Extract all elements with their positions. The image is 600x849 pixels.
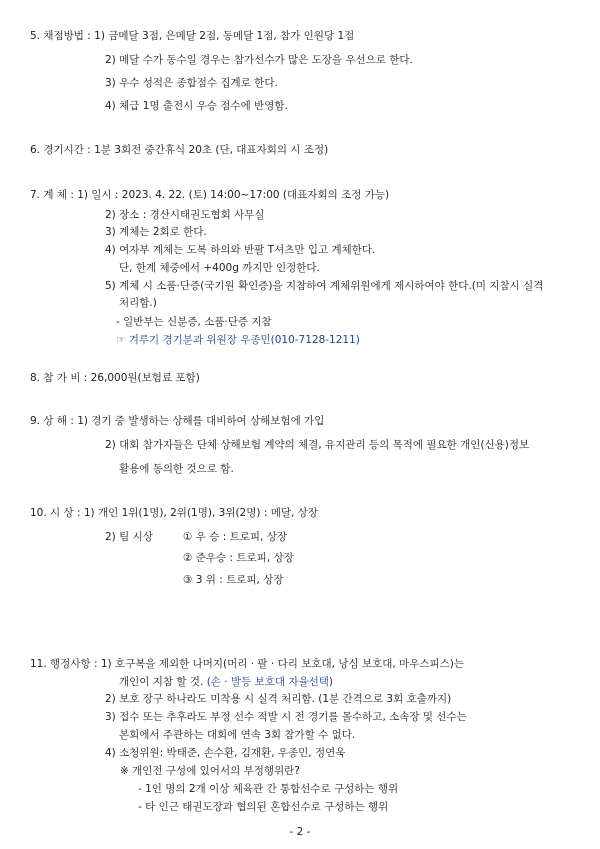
sec9-heading: 9. 상 해 : 1) 경기 중 발생하는 상해를 대비하여 상해보험에 가입 bbox=[30, 415, 325, 427]
sec7-item-4-cont: 단, 한계 체중에서 +400g 까지만 인정한다. bbox=[119, 262, 320, 274]
sec10-team-3: ③ 3 위 : 트로피, 상장 bbox=[183, 574, 284, 586]
sec11-item-3: 3) 접수 또는 추후라도 부정 선수 적발 시 전 경기를 몰수하고, 소속장 및 선수는 bbox=[105, 711, 467, 723]
sec7-item-5: 5) 계체 시 소품·단증(국기원 확인증)을 지참하여 계체위원에게 제시하여야 한다.(미 지참시 실격 bbox=[105, 280, 544, 292]
sec7-item-3: 3) 계체는 2회로 한다. bbox=[105, 226, 207, 238]
sec11-item-2: 2) 보호 장구 하나라도 미착용 시 실격 처리함. (1분 간격으로 3회 호출까지) bbox=[105, 693, 452, 705]
sec5-item-2: 2) 메달 수가 동수일 경우는 참가선수가 많은 도장을 우선으로 한다. bbox=[105, 54, 413, 66]
sec5-item-3: 3) 우수 성적은 종합점수 집계로 한다. bbox=[105, 77, 278, 89]
sec9-item-2: 2) 대회 참가자들은 단체 상해보험 계약의 체결, 유지관리 등의 목적에 필요한 개인(신용)정보 bbox=[105, 439, 530, 451]
sec7-heading: 7. 계 체 : 1) 일시 : 2023. 4. 22. (토) 14:00~17:00 (대표자회의 조정 가능) bbox=[30, 189, 390, 201]
sec5-heading: 5. 채점방법 : 1) 금메달 3점, 은메달 2점, 동메달 1점, 참가 인원당 1점 bbox=[30, 30, 355, 42]
sec11-item-3-cont: 본회에서 주관하는 대회에 연속 3회 참가할 수 없다. bbox=[119, 729, 356, 741]
sec9-item-2-cont: 활용에 동의한 것으로 함. bbox=[119, 463, 234, 475]
sec7-item-5-cont: 처리함.) bbox=[119, 297, 157, 309]
sec11-heading: 11. 행정사항 : 1) 호구복을 제외한 나머지(머리 · 팔 · 다리 보호대, 낭심 보호대, 마우스피스)는 bbox=[30, 658, 465, 670]
sec7-item-4: 4) 여자부 계체는 도복 하의와 반팔 T셔츠만 입고 계체한다. bbox=[105, 244, 376, 256]
sec7-note: - 일반부는 신분증, 소품·단증 지참 bbox=[116, 316, 272, 328]
sec10-team-1: ① 우 승 : 트로피, 상장 bbox=[183, 531, 287, 543]
page-number: - 2 - bbox=[289, 826, 311, 838]
sec11-item-1-optional: (손 · 발등 보호대 자율선택) bbox=[206, 676, 334, 688]
sec11-violation-1: - 1인 명의 2개 이상 체육관 간 통합선수로 구성하는 행위 bbox=[138, 783, 399, 795]
sec11-item-4: 4) 소청위원: 박태준, 손수환, 김재환, 우종민, 정연욱 bbox=[105, 747, 346, 759]
sec11-violation-2: - 타 인근 태권도장과 협의된 혼합선수로 구성하는 행위 bbox=[138, 801, 389, 813]
sec11-item-1-cont bbox=[119, 675, 333, 689]
sec10-team-2: ② 준우승 : 트로피, 상장 bbox=[183, 552, 294, 564]
sec10-heading: 10. 시 상 : 1) 개인 1위(1명), 2위(1명), 3위(2명) : 메달, 상장 bbox=[30, 507, 318, 519]
sec11-notice: ※ 개인전 구성에 있어서의 부정행위란? bbox=[120, 765, 300, 777]
sec5-item-4: 4) 체급 1명 출전시 우승 점수에 반영함. bbox=[105, 100, 288, 112]
sec11-item-1-text: 개인이 지참 할 것. bbox=[119, 676, 204, 688]
sec6-heading: 6. 경기시간 : 1분 3회전 중간휴식 20초 (단, 대표자회의 시 조정) bbox=[30, 144, 329, 156]
sec7-contact: ☞ 겨루기 경기분과 위원장 우종민(010-7128-1211) bbox=[116, 334, 360, 346]
sec7-item-2: 2) 장소 : 경산시태권도협회 사무실 bbox=[105, 209, 265, 221]
sec8-heading: 8. 참 가 비 : 26,000원(보험료 포함) bbox=[30, 372, 200, 384]
sec10-team-label: 2) 팀 시상 bbox=[105, 531, 153, 543]
